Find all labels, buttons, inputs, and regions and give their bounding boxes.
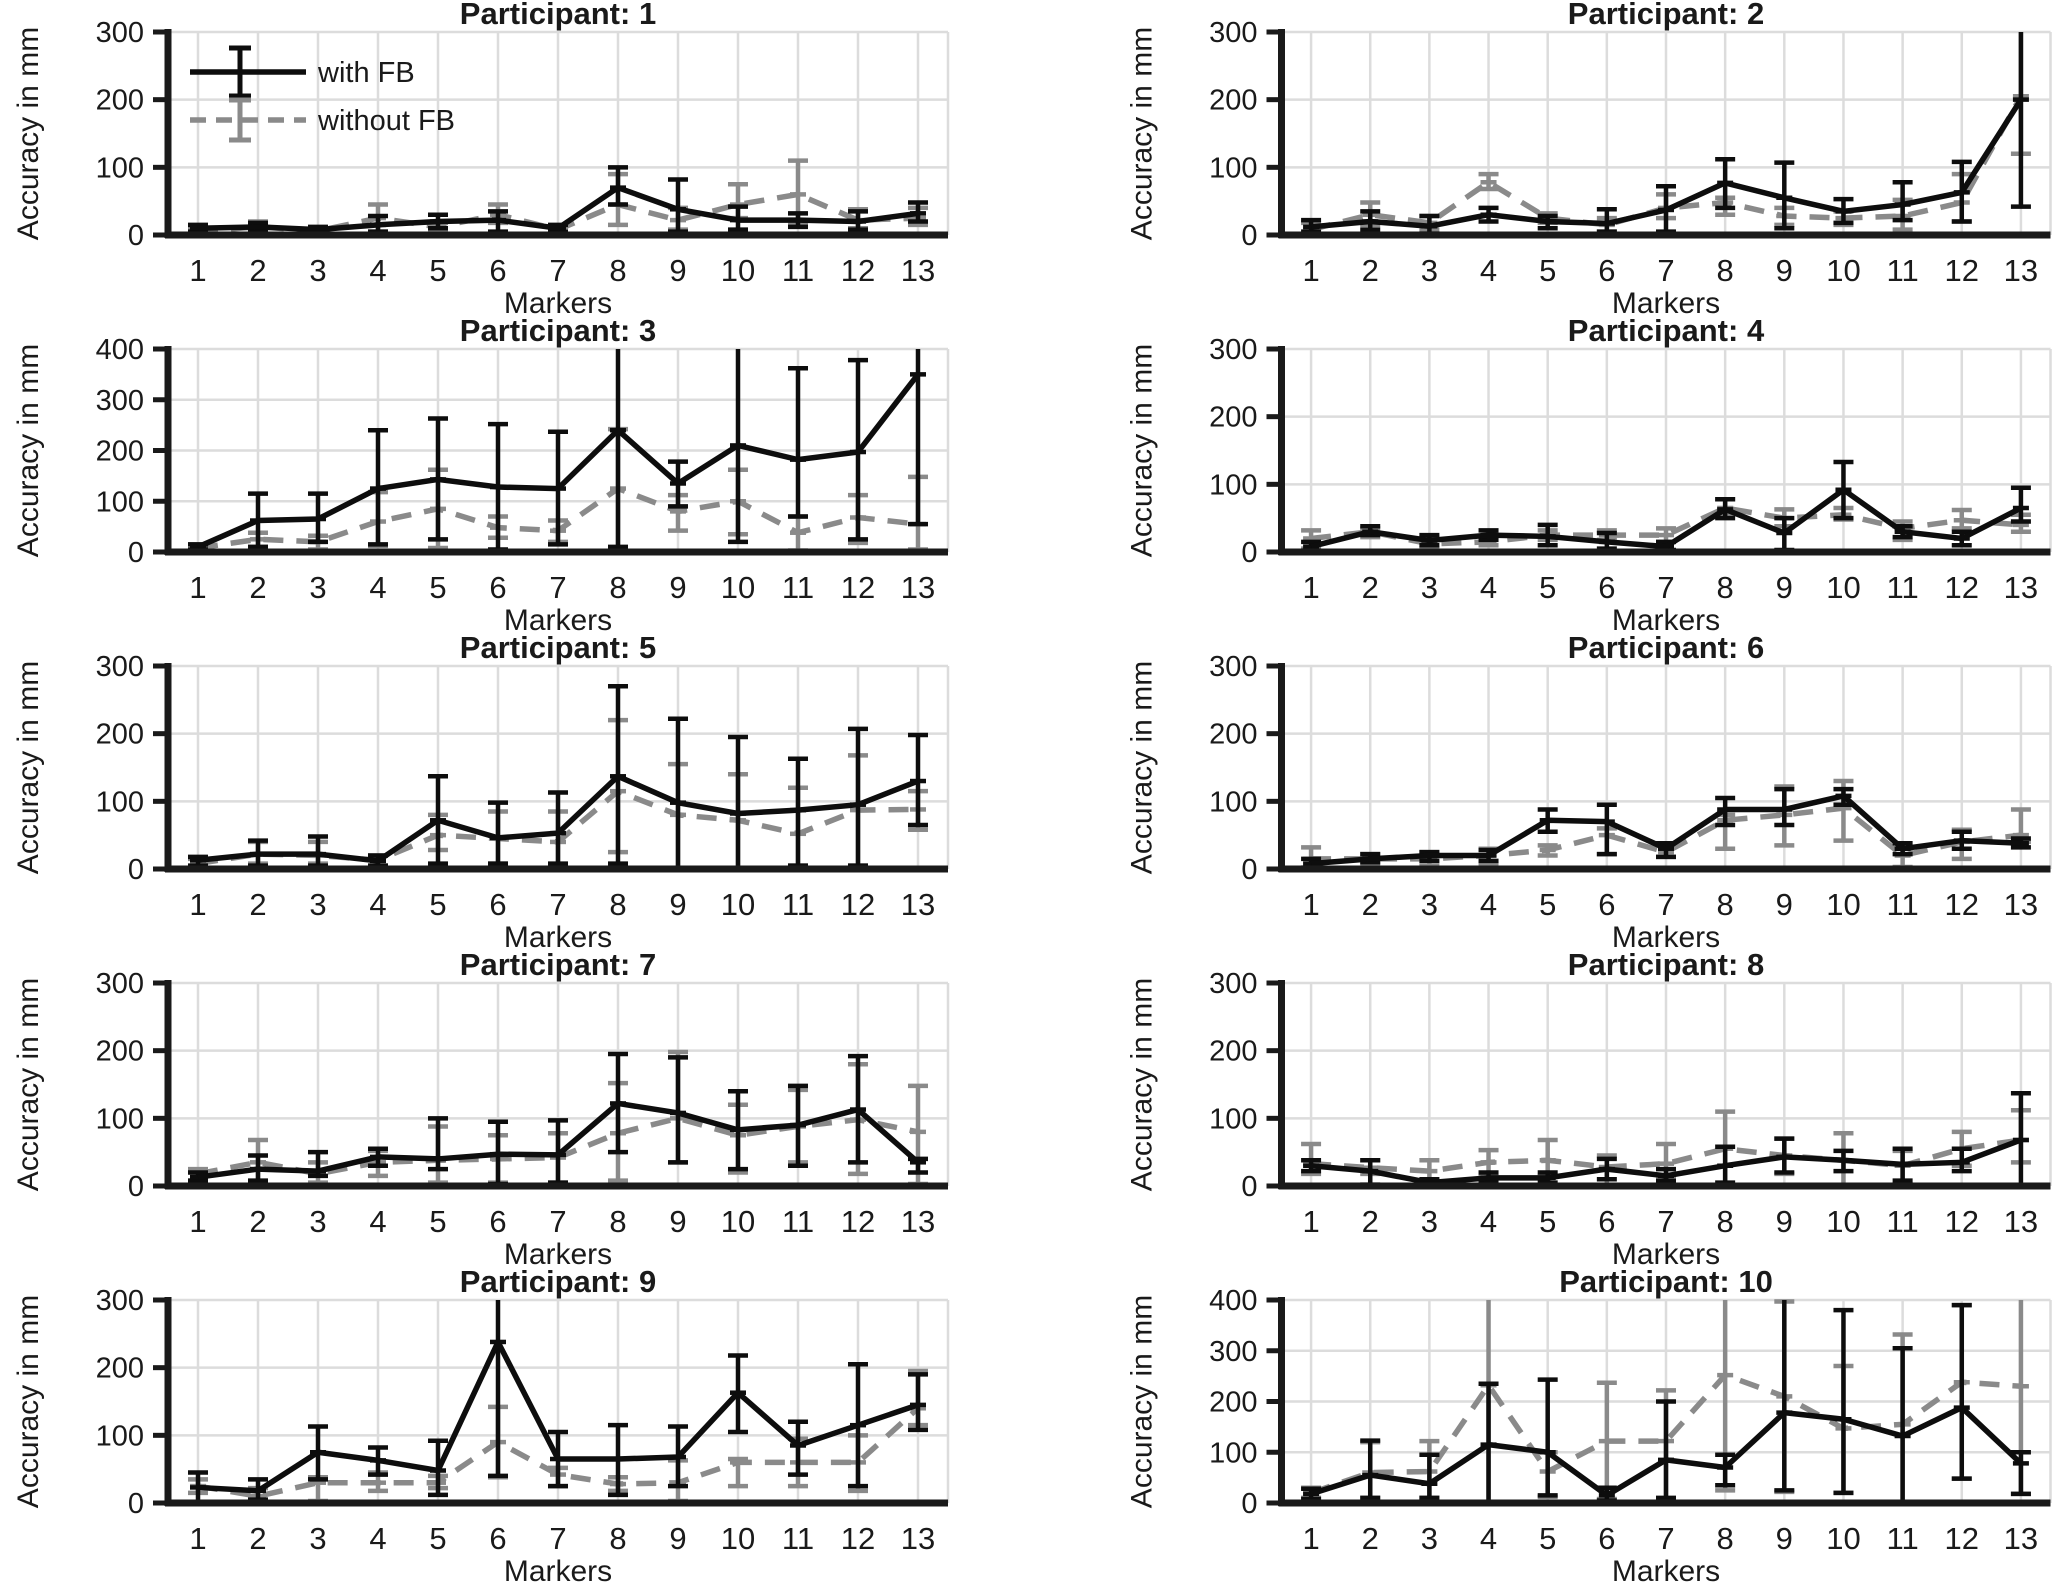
chart-title: Participant: 10 [1559, 1268, 1773, 1299]
x-tick-label: 2 [249, 1521, 267, 1556]
x-tick-label: 3 [1420, 1204, 1439, 1239]
y-tick-label: 200 [95, 84, 144, 117]
chart-1 [0, 0, 1033, 317]
x-tick-label: 4 [369, 887, 387, 922]
y-axis-label: Accuracy in mm [12, 26, 45, 241]
x-tick-labels [189, 1204, 935, 1239]
x-tick-label: 12 [840, 1204, 876, 1239]
subplot-7 [0, 951, 1033, 1268]
x-tick-label: 2 [1361, 1204, 1379, 1239]
x-tick-label: 10 [1826, 253, 1861, 288]
x-tick-label: 13 [2003, 887, 2039, 922]
y-tick-label: 300 [95, 17, 144, 49]
y-tick-label: 200 [1209, 1386, 1258, 1419]
x-tick-label: 2 [1361, 570, 1379, 605]
y-tick-label: 200 [1209, 84, 1258, 117]
x-tick-label: 4 [1479, 1521, 1498, 1556]
y-tick-labels [96, 17, 144, 252]
x-tick-label: 12 [840, 887, 876, 922]
x-tick-label: 8 [609, 1204, 627, 1239]
x-tick-label: 12 [840, 570, 876, 605]
y-tick-label: 100 [95, 1420, 144, 1453]
x-tick-label: 5 [429, 887, 447, 922]
x-tick-label: 7 [1657, 253, 1675, 288]
subplot-3 [0, 317, 1033, 634]
y-tick-labels [1209, 968, 1257, 1203]
axes [1267, 663, 2051, 872]
x-tick-label: 9 [1775, 1204, 1793, 1239]
x-tick-label: 13 [2003, 1204, 2039, 1239]
y-tick-label: 200 [95, 718, 144, 751]
x-axis-label: Markers [503, 1238, 613, 1268]
x-tick-label: 1 [1302, 1204, 1320, 1239]
chart-7 [0, 951, 1033, 1268]
chart-title: Participant: 8 [1567, 951, 1765, 982]
y-tick-label: 300 [95, 651, 144, 683]
legend-label-with-fb: with FB [318, 57, 415, 89]
x-tick-label: 13 [900, 887, 936, 922]
x-tick-label: 6 [489, 1204, 507, 1239]
x-tick-label: 8 [1716, 253, 1734, 288]
x-tick-label: 11 [781, 253, 815, 288]
x-tick-label: 7 [549, 570, 567, 605]
x-tick-label: 9 [1775, 887, 1793, 922]
x-tick-label: 2 [1361, 1521, 1379, 1556]
y-tick-label: 0 [1241, 1171, 1258, 1203]
x-tick-label: 1 [189, 1204, 207, 1239]
x-tick-label: 3 [1420, 1521, 1439, 1556]
x-tick-label: 1 [189, 570, 207, 605]
x-tick-label: 6 [489, 1521, 507, 1556]
y-tick-label: 300 [95, 384, 144, 417]
y-axis-label: Accuracy in mm [1125, 1294, 1159, 1509]
x-tick-label: 10 [720, 1204, 756, 1239]
y-tick-labels [96, 968, 144, 1203]
x-tick-label: 5 [1539, 887, 1557, 922]
x-tick-label: 9 [1775, 253, 1793, 288]
x-tick-label: 6 [489, 570, 507, 605]
y-tick-label: 100 [1209, 1437, 1258, 1470]
x-tick-label: 10 [1826, 1521, 1861, 1556]
x-tick-label: 6 [1598, 887, 1616, 922]
chart-title: Participant: 7 [459, 951, 657, 982]
x-tick-label: 5 [1539, 570, 1557, 605]
x-tick-label: 8 [1716, 1204, 1734, 1239]
y-tick-label: 300 [1209, 17, 1258, 49]
y-tick-label: 300 [95, 968, 144, 1000]
chart-title: Participant: 2 [1567, 0, 1765, 31]
gridlines [168, 32, 948, 235]
y-tick-label: 200 [1209, 1035, 1258, 1068]
y-tick-label: 0 [1241, 220, 1258, 252]
y-tick-labels [1209, 17, 1257, 252]
y-tick-label: 100 [95, 1103, 144, 1136]
chart-title: Participant: 1 [459, 0, 657, 31]
x-tick-label: 7 [549, 887, 567, 922]
gridlines [1282, 666, 2051, 869]
x-tick-label: 9 [669, 1204, 687, 1239]
subplot-6 [1033, 634, 2067, 951]
x-tick-label: 2 [1361, 253, 1379, 288]
x-tick-label: 1 [189, 253, 207, 288]
x-tick-label: 4 [369, 570, 387, 605]
x-axis-label: Markers [503, 604, 613, 634]
x-tick-label: 1 [1302, 887, 1320, 922]
x-tick-label: 4 [1479, 570, 1498, 605]
x-tick-label: 6 [1598, 253, 1616, 288]
y-tick-label: 0 [127, 1488, 144, 1520]
x-tick-label: 13 [900, 1204, 936, 1239]
x-tick-label: 13 [900, 253, 936, 288]
y-tick-label: 300 [95, 1285, 144, 1317]
x-tick-label: 5 [429, 253, 447, 288]
x-tick-label: 4 [369, 253, 387, 288]
x-tick-label: 7 [549, 1521, 567, 1556]
y-tick-label: 0 [1241, 537, 1258, 569]
y-tick-labels [1209, 651, 1257, 886]
x-tick-label: 10 [1826, 1204, 1861, 1239]
x-tick-label: 10 [720, 570, 756, 605]
y-axis-label: Accuracy in mm [12, 977, 45, 1192]
x-tick-label: 11 [781, 570, 815, 605]
x-tick-label: 11 [1886, 1521, 1919, 1556]
subplot-10 [1033, 1268, 2067, 1585]
x-tick-label: 7 [1657, 1521, 1675, 1556]
x-tick-label: 9 [1775, 570, 1793, 605]
chart-8 [1033, 951, 2067, 1268]
x-tick-label: 2 [249, 1204, 267, 1239]
x-tick-label: 2 [249, 253, 267, 288]
x-tick-label: 2 [249, 570, 267, 605]
x-tick-label: 6 [489, 253, 507, 288]
x-axis-label: Markers [503, 1555, 613, 1585]
x-tick-label: 6 [1598, 1521, 1616, 1556]
x-tick-label: 4 [1479, 887, 1498, 922]
y-axis-label: Accuracy in mm [1125, 977, 1159, 1192]
x-tick-label: 1 [189, 1521, 207, 1556]
x-tick-label: 1 [189, 887, 207, 922]
y-axis-label: Accuracy in mm [12, 660, 45, 875]
x-tick-label: 10 [720, 887, 756, 922]
x-tick-label: 3 [309, 887, 327, 922]
chart-4 [1033, 317, 2067, 634]
y-tick-label: 100 [1209, 469, 1258, 502]
x-tick-labels [189, 887, 935, 922]
x-tick-label: 5 [1539, 1521, 1557, 1556]
x-tick-label: 6 [1598, 1204, 1616, 1239]
chart-title: Participant: 4 [1567, 317, 1765, 348]
x-tick-labels [189, 570, 935, 605]
x-tick-labels [1302, 570, 2038, 605]
y-tick-label: 200 [95, 1352, 144, 1385]
y-tick-labels [1209, 1285, 1257, 1520]
y-axis-label: Accuracy in mm [1125, 660, 1159, 875]
x-tick-label: 9 [1775, 1521, 1793, 1556]
x-tick-label: 8 [609, 887, 627, 922]
y-tick-labels [1209, 334, 1257, 569]
x-tick-label: 11 [1886, 1204, 1919, 1239]
y-tick-label: 0 [1241, 854, 1258, 886]
x-tick-label: 3 [309, 253, 327, 288]
x-tick-label: 8 [1716, 1521, 1734, 1556]
subplot-9 [0, 1268, 1033, 1585]
x-tick-label: 5 [429, 1204, 447, 1239]
x-tick-label: 5 [1539, 253, 1557, 288]
x-tick-label: 11 [781, 887, 815, 922]
y-tick-label: 0 [127, 854, 144, 886]
y-tick-label: 200 [1209, 718, 1258, 751]
x-tick-label: 12 [1944, 253, 1980, 288]
x-tick-label: 13 [900, 570, 936, 605]
axes [1267, 980, 2051, 1189]
x-tick-label: 4 [369, 1204, 387, 1239]
x-tick-label: 13 [900, 1521, 936, 1556]
x-tick-label: 6 [1598, 570, 1616, 605]
x-tick-label: 8 [1716, 570, 1734, 605]
x-tick-label: 9 [669, 253, 687, 288]
chart-title: Participant: 3 [459, 317, 657, 348]
x-tick-label: 8 [609, 253, 627, 288]
x-tick-label: 9 [669, 1521, 687, 1556]
x-tick-label: 10 [1826, 570, 1861, 605]
x-tick-labels [1302, 887, 2038, 922]
x-tick-labels [1302, 1204, 2038, 1239]
x-tick-label: 1 [1302, 570, 1320, 605]
x-tick-label: 2 [249, 887, 267, 922]
legend-label-without-fb: without FB [318, 105, 455, 137]
y-tick-label: 400 [95, 334, 144, 366]
y-tick-label: 300 [1209, 1335, 1258, 1368]
x-axis-label: Markers [503, 921, 613, 951]
x-tick-label: 4 [1479, 1204, 1498, 1239]
x-axis-label: Markers [1611, 287, 1721, 317]
y-tick-label: 0 [1241, 1488, 1258, 1520]
y-tick-labels [96, 334, 144, 569]
x-tick-label: 8 [609, 570, 627, 605]
x-tick-labels [1302, 1521, 2038, 1556]
y-axis-label: Accuracy in mm [1125, 26, 1159, 241]
x-tick-label: 7 [549, 253, 567, 288]
y-tick-labels [96, 651, 144, 886]
x-tick-label: 7 [1657, 887, 1675, 922]
x-tick-label: 11 [1886, 253, 1919, 288]
x-tick-labels [1302, 253, 2038, 288]
y-axis-label: Accuracy in mm [1125, 343, 1159, 558]
subplot-1 [0, 0, 1033, 317]
x-tick-label: 1 [1302, 253, 1320, 288]
x-axis-label: Markers [1611, 1555, 1721, 1585]
x-tick-labels [189, 1521, 935, 1556]
subplot-8 [1033, 951, 2067, 1268]
y-tick-label: 300 [1209, 968, 1258, 1000]
y-tick-label: 200 [95, 1035, 144, 1068]
x-tick-label: 3 [309, 1521, 327, 1556]
x-tick-label: 12 [1944, 570, 1980, 605]
x-tick-label: 12 [1944, 1521, 1980, 1556]
x-tick-label: 13 [2003, 570, 2039, 605]
x-tick-label: 12 [840, 253, 876, 288]
x-axis-label: Markers [1611, 604, 1721, 634]
x-tick-label: 10 [720, 1521, 756, 1556]
y-tick-label: 300 [1209, 651, 1258, 683]
x-tick-label: 13 [2003, 1521, 2039, 1556]
y-tick-label: 200 [1209, 401, 1258, 434]
chart-10 [1033, 1268, 2067, 1585]
y-tick-label: 100 [1209, 152, 1258, 185]
x-tick-label: 1 [1302, 1521, 1320, 1556]
x-tick-label: 13 [2003, 253, 2039, 288]
x-tick-label: 12 [1944, 887, 1980, 922]
y-tick-label: 0 [127, 220, 144, 252]
x-tick-label: 10 [720, 253, 756, 288]
subplot-2 [1033, 0, 2067, 317]
x-tick-label: 11 [1886, 570, 1919, 605]
x-axis-label: Markers [503, 287, 613, 317]
x-tick-label: 5 [1539, 1204, 1557, 1239]
x-tick-label: 8 [1716, 887, 1734, 922]
y-tick-label: 100 [95, 786, 144, 819]
chart-title: Participant: 9 [459, 1268, 657, 1299]
x-axis-label: Markers [1611, 1238, 1721, 1268]
subplot-5 [0, 634, 1033, 951]
chart-6 [1033, 634, 2067, 951]
x-tick-label: 3 [1420, 887, 1439, 922]
y-tick-label: 200 [95, 435, 144, 468]
x-tick-label: 3 [1420, 253, 1439, 288]
legend [190, 48, 455, 140]
x-axis-label: Markers [1611, 921, 1721, 951]
chart-5 [0, 634, 1033, 951]
x-tick-label: 7 [1657, 1204, 1675, 1239]
y-tick-label: 100 [95, 152, 144, 185]
x-tick-label: 8 [609, 1521, 627, 1556]
x-tick-label: 3 [309, 1204, 327, 1239]
y-tick-label: 100 [95, 486, 144, 519]
x-tick-label: 7 [1657, 570, 1675, 605]
y-axis-label: Accuracy in mm [12, 343, 45, 558]
y-tick-label: 400 [1209, 1285, 1258, 1317]
x-tick-label: 9 [669, 887, 687, 922]
y-tick-label: 100 [1209, 786, 1258, 819]
x-tick-label: 7 [549, 1204, 567, 1239]
x-tick-label: 3 [1420, 570, 1439, 605]
x-tick-label: 6 [489, 887, 507, 922]
chart-title: Participant: 6 [1567, 634, 1765, 665]
x-tick-label: 4 [1479, 253, 1498, 288]
chart-3 [0, 317, 1033, 634]
y-tick-label: 0 [127, 1171, 144, 1203]
x-tick-label: 10 [1826, 887, 1861, 922]
chart-9 [0, 1268, 1033, 1585]
y-tick-label: 0 [127, 537, 144, 569]
x-tick-label: 11 [781, 1204, 815, 1239]
x-tick-label: 9 [669, 570, 687, 605]
x-tick-label: 12 [1944, 1204, 1980, 1239]
chart-2 [1033, 0, 2067, 317]
axes [153, 29, 948, 238]
x-tick-label: 2 [1361, 887, 1379, 922]
x-tick-label: 3 [309, 570, 327, 605]
x-tick-label: 5 [429, 1521, 447, 1556]
x-tick-label: 11 [781, 1521, 815, 1556]
x-tick-label: 12 [840, 1521, 876, 1556]
y-tick-labels [96, 1285, 144, 1520]
x-tick-labels [189, 253, 935, 288]
subplot-4 [1033, 317, 2067, 634]
x-tick-label: 5 [429, 570, 447, 605]
chart-title: Participant: 5 [459, 634, 657, 665]
y-tick-label: 300 [1209, 334, 1258, 366]
y-axis-label: Accuracy in mm [12, 1294, 45, 1509]
y-tick-label: 100 [1209, 1103, 1258, 1136]
x-tick-label: 11 [1886, 887, 1919, 922]
x-tick-label: 4 [369, 1521, 387, 1556]
